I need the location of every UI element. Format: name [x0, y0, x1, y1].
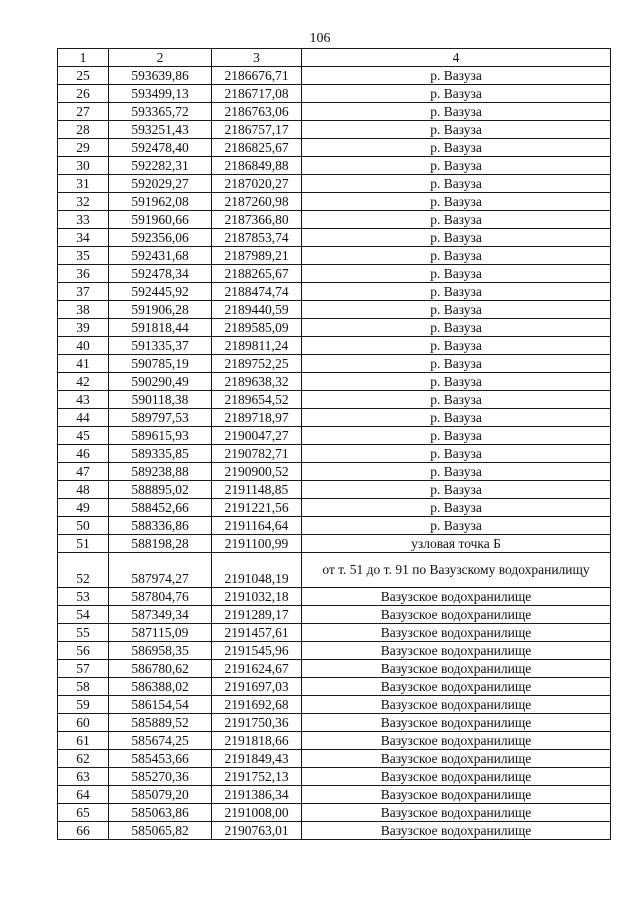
point-description: Вазузское водохранилище — [302, 750, 611, 768]
x-coordinate: 593365,72 — [109, 103, 212, 121]
table-row — [58, 175, 611, 193]
x-coordinate: 585674,25 — [109, 732, 212, 750]
point-description: р. Вазуза — [302, 499, 611, 517]
y-coordinate: 2186676,71 — [212, 67, 302, 85]
point-number: 34 — [58, 229, 109, 247]
table-row — [58, 391, 611, 409]
x-coordinate: 589797,53 — [109, 409, 212, 427]
y-coordinate: 2186717,08 — [212, 85, 302, 103]
table-row — [58, 157, 611, 175]
x-coordinate: 588198,28 — [109, 535, 212, 553]
point-description: р. Вазуза — [302, 373, 611, 391]
table-row — [58, 67, 611, 85]
y-coordinate: 2191624,67 — [212, 660, 302, 678]
table-row — [58, 103, 611, 121]
y-coordinate: 2187853,74 — [212, 229, 302, 247]
x-coordinate: 586958,35 — [109, 642, 212, 660]
x-coordinate: 587804,76 — [109, 588, 212, 606]
y-coordinate: 2191692,68 — [212, 696, 302, 714]
x-coordinate: 592478,40 — [109, 139, 212, 157]
point-number: 64 — [58, 786, 109, 804]
y-coordinate: 2191697,03 — [212, 678, 302, 696]
point-number: 57 — [58, 660, 109, 678]
x-coordinate: 587349,34 — [109, 606, 212, 624]
point-number: 45 — [58, 427, 109, 445]
y-coordinate: 2191048,19 — [212, 553, 302, 588]
point-description: р. Вазуза — [302, 427, 611, 445]
point-description: Вазузское водохранилище — [302, 786, 611, 804]
x-coordinate: 593639,86 — [109, 67, 212, 85]
table-row — [58, 606, 611, 624]
y-coordinate: 2191289,17 — [212, 606, 302, 624]
y-coordinate: 2191750,36 — [212, 714, 302, 732]
y-coordinate: 2188474,74 — [212, 283, 302, 301]
point-description: р. Вазуза — [302, 265, 611, 283]
point-description: Вазузское водохранилище — [302, 624, 611, 642]
y-coordinate: 2188265,67 — [212, 265, 302, 283]
x-coordinate: 585079,20 — [109, 786, 212, 804]
y-coordinate: 2189811,24 — [212, 337, 302, 355]
x-coordinate: 586780,62 — [109, 660, 212, 678]
table-row — [58, 409, 611, 427]
point-number: 31 — [58, 175, 109, 193]
point-description: р. Вазуза — [302, 463, 611, 481]
y-coordinate: 2191100,99 — [212, 535, 302, 553]
point-description: Вазузское водохранилище — [302, 660, 611, 678]
y-coordinate: 2191386,34 — [212, 786, 302, 804]
column-header-y: 3 — [212, 49, 302, 67]
y-coordinate: 2190782,71 — [212, 445, 302, 463]
point-description: Вазузское водохранилище — [302, 822, 611, 840]
table-row — [58, 121, 611, 139]
point-number: 58 — [58, 678, 109, 696]
x-coordinate: 591906,28 — [109, 301, 212, 319]
point-description: Вазузское водохранилище — [302, 714, 611, 732]
point-number: 29 — [58, 139, 109, 157]
table-row — [58, 553, 611, 588]
point-number: 25 — [58, 67, 109, 85]
table-row — [58, 642, 611, 660]
point-description: узловая точка Б — [302, 535, 611, 553]
page-number: 106 — [309, 31, 331, 46]
table-row — [58, 265, 611, 283]
table-row — [58, 786, 611, 804]
y-coordinate: 2191752,13 — [212, 768, 302, 786]
point-number: 48 — [58, 481, 109, 499]
point-description: р. Вазуза — [302, 517, 611, 535]
point-number: 66 — [58, 822, 109, 840]
point-description: р. Вазуза — [302, 481, 611, 499]
table-row — [58, 355, 611, 373]
x-coordinate: 592029,27 — [109, 175, 212, 193]
table-row — [58, 714, 611, 732]
y-coordinate: 2191457,61 — [212, 624, 302, 642]
y-coordinate: 2191849,43 — [212, 750, 302, 768]
x-coordinate: 592445,92 — [109, 283, 212, 301]
table-row — [58, 283, 611, 301]
table-row — [58, 337, 611, 355]
point-description: Вазузское водохранилище — [302, 678, 611, 696]
x-coordinate: 591962,08 — [109, 193, 212, 211]
point-description: р. Вазуза — [302, 103, 611, 121]
point-number: 38 — [58, 301, 109, 319]
point-description: р. Вазуза — [302, 67, 611, 85]
y-coordinate: 2191221,56 — [212, 499, 302, 517]
point-number: 37 — [58, 283, 109, 301]
point-description: р. Вазуза — [302, 355, 611, 373]
x-coordinate: 585270,36 — [109, 768, 212, 786]
x-coordinate: 587974,27 — [109, 553, 212, 588]
point-description: Вазузское водохранилище — [302, 732, 611, 750]
x-coordinate: 589335,85 — [109, 445, 212, 463]
y-coordinate: 2189654,52 — [212, 391, 302, 409]
y-coordinate: 2190047,27 — [212, 427, 302, 445]
table-header-row — [58, 49, 611, 67]
point-number: 30 — [58, 157, 109, 175]
y-coordinate: 2190900,52 — [212, 463, 302, 481]
y-coordinate: 2191818,66 — [212, 732, 302, 750]
table-row — [58, 660, 611, 678]
point-number: 59 — [58, 696, 109, 714]
table-row — [58, 535, 611, 553]
y-coordinate: 2186757,17 — [212, 121, 302, 139]
table-row — [58, 696, 611, 714]
point-number: 54 — [58, 606, 109, 624]
table-row — [58, 247, 611, 265]
y-coordinate: 2189718,97 — [212, 409, 302, 427]
point-description: Вазузское водохранилище — [302, 642, 611, 660]
y-coordinate: 2191545,96 — [212, 642, 302, 660]
x-coordinate: 592431,68 — [109, 247, 212, 265]
table-row — [58, 678, 611, 696]
x-coordinate: 588336,86 — [109, 517, 212, 535]
x-coordinate: 585453,66 — [109, 750, 212, 768]
table-row — [58, 85, 611, 103]
table-row — [58, 481, 611, 499]
point-number: 33 — [58, 211, 109, 229]
y-coordinate: 2191164,64 — [212, 517, 302, 535]
point-description: Вазузское водохранилище — [302, 768, 611, 786]
coordinates-table — [57, 48, 611, 840]
point-number: 52 — [58, 553, 109, 588]
x-coordinate: 589615,93 — [109, 427, 212, 445]
x-coordinate: 590118,38 — [109, 391, 212, 409]
point-number: 50 — [58, 517, 109, 535]
x-coordinate: 593499,13 — [109, 85, 212, 103]
x-coordinate: 592356,06 — [109, 229, 212, 247]
point-number: 51 — [58, 535, 109, 553]
point-description: Вазузское водохранилище — [302, 606, 611, 624]
table-row — [58, 463, 611, 481]
point-description: р. Вазуза — [302, 85, 611, 103]
x-coordinate: 591335,37 — [109, 337, 212, 355]
point-description: Вазузское водохранилище — [302, 588, 611, 606]
x-coordinate: 585063,86 — [109, 804, 212, 822]
point-number: 42 — [58, 373, 109, 391]
y-coordinate: 2187260,98 — [212, 193, 302, 211]
point-description: р. Вазуза — [302, 175, 611, 193]
y-coordinate: 2187020,27 — [212, 175, 302, 193]
point-number: 32 — [58, 193, 109, 211]
point-number: 65 — [58, 804, 109, 822]
point-description: р. Вазуза — [302, 337, 611, 355]
y-coordinate: 2191008,00 — [212, 804, 302, 822]
y-coordinate: 2186763,06 — [212, 103, 302, 121]
point-number: 60 — [58, 714, 109, 732]
y-coordinate: 2191032,18 — [212, 588, 302, 606]
table-row — [58, 822, 611, 840]
y-coordinate: 2191148,85 — [212, 481, 302, 499]
table-row — [58, 445, 611, 463]
table-row — [58, 193, 611, 211]
point-number: 55 — [58, 624, 109, 642]
point-number: 43 — [58, 391, 109, 409]
point-description: р. Вазуза — [302, 301, 611, 319]
column-header-x: 2 — [109, 49, 212, 67]
table-row — [58, 499, 611, 517]
point-description: Вазузское водохранилище — [302, 696, 611, 714]
point-number: 49 — [58, 499, 109, 517]
y-coordinate: 2186849,88 — [212, 157, 302, 175]
table-row — [58, 301, 611, 319]
point-number: 63 — [58, 768, 109, 786]
column-header-description: 4 — [302, 49, 611, 67]
table-row — [58, 517, 611, 535]
table-row — [58, 732, 611, 750]
table-row — [58, 624, 611, 642]
table-row — [58, 373, 611, 391]
point-description: р. Вазуза — [302, 157, 611, 175]
point-number: 61 — [58, 732, 109, 750]
x-coordinate: 590785,19 — [109, 355, 212, 373]
table-body — [58, 67, 611, 840]
table-row — [58, 768, 611, 786]
point-number: 44 — [58, 409, 109, 427]
point-description: р. Вазуза — [302, 283, 611, 301]
point-description: от т. 51 до т. 91 по Вазузскому водохранилищу — [302, 553, 611, 588]
point-number: 39 — [58, 319, 109, 337]
point-description: р. Вазуза — [302, 121, 611, 139]
x-coordinate: 589238,88 — [109, 463, 212, 481]
y-coordinate: 2187989,21 — [212, 247, 302, 265]
point-description: р. Вазуза — [302, 247, 611, 265]
point-description: р. Вазуза — [302, 391, 611, 409]
table-row — [58, 211, 611, 229]
column-header-number: 1 — [58, 49, 109, 67]
x-coordinate: 592282,31 — [109, 157, 212, 175]
x-coordinate: 591818,44 — [109, 319, 212, 337]
table-row — [58, 750, 611, 768]
table-row — [58, 588, 611, 606]
point-number: 26 — [58, 85, 109, 103]
point-number: 53 — [58, 588, 109, 606]
table-row — [58, 427, 611, 445]
y-coordinate: 2189638,32 — [212, 373, 302, 391]
point-description: р. Вазуза — [302, 229, 611, 247]
point-number: 46 — [58, 445, 109, 463]
x-coordinate: 586388,02 — [109, 678, 212, 696]
point-number: 27 — [58, 103, 109, 121]
x-coordinate: 590290,49 — [109, 373, 212, 391]
x-coordinate: 588895,02 — [109, 481, 212, 499]
point-number: 28 — [58, 121, 109, 139]
x-coordinate: 587115,09 — [109, 624, 212, 642]
table-row — [58, 139, 611, 157]
x-coordinate: 588452,66 — [109, 499, 212, 517]
point-number: 62 — [58, 750, 109, 768]
table-row — [58, 319, 611, 337]
point-description: р. Вазуза — [302, 445, 611, 463]
x-coordinate: 586154,54 — [109, 696, 212, 714]
table-row — [58, 804, 611, 822]
point-number: 35 — [58, 247, 109, 265]
point-description: р. Вазуза — [302, 211, 611, 229]
point-number: 56 — [58, 642, 109, 660]
point-description: р. Вазуза — [302, 139, 611, 157]
y-coordinate: 2187366,80 — [212, 211, 302, 229]
y-coordinate: 2189752,25 — [212, 355, 302, 373]
y-coordinate: 2189585,09 — [212, 319, 302, 337]
point-description: р. Вазуза — [302, 193, 611, 211]
point-description: р. Вазуза — [302, 409, 611, 427]
point-number: 41 — [58, 355, 109, 373]
x-coordinate: 585065,82 — [109, 822, 212, 840]
point-description: Вазузское водохранилище — [302, 804, 611, 822]
x-coordinate: 585889,52 — [109, 714, 212, 732]
point-number: 47 — [58, 463, 109, 481]
y-coordinate: 2189440,59 — [212, 301, 302, 319]
y-coordinate: 2190763,01 — [212, 822, 302, 840]
point-number: 36 — [58, 265, 109, 283]
x-coordinate: 591960,66 — [109, 211, 212, 229]
point-description: р. Вазуза — [302, 319, 611, 337]
x-coordinate: 593251,43 — [109, 121, 212, 139]
table-row — [58, 229, 611, 247]
x-coordinate: 592478,34 — [109, 265, 212, 283]
y-coordinate: 2186825,67 — [212, 139, 302, 157]
point-number: 40 — [58, 337, 109, 355]
